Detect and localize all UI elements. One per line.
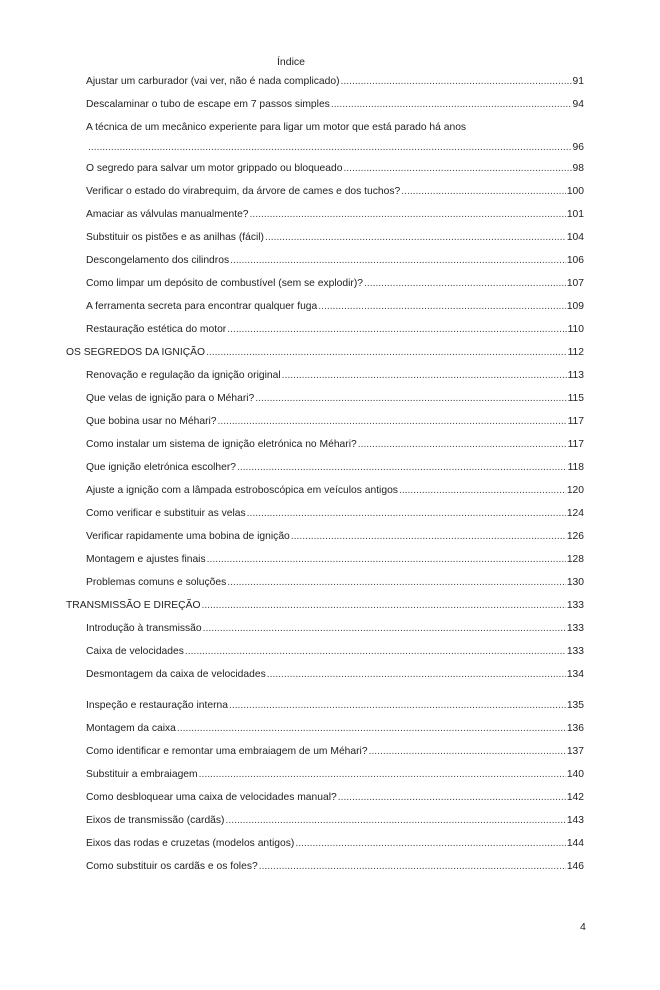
- toc-entry[interactable]: [66, 272, 584, 295]
- toc-entry-page: 120: [566, 485, 584, 496]
- toc-dot-leader: [185, 640, 566, 663]
- toc-entry-title: Introdução à transmissão: [86, 623, 202, 634]
- toc-entry[interactable]: [66, 70, 584, 93]
- toc-entry[interactable]: [66, 663, 584, 686]
- toc-entry-page: 104: [566, 232, 584, 243]
- toc-entry[interactable]: [66, 249, 584, 272]
- toc-entry[interactable]: [66, 226, 584, 249]
- toc-entry[interactable]: [66, 479, 584, 502]
- toc-entry-page: 98: [572, 163, 584, 174]
- toc-entry[interactable]: [66, 93, 584, 116]
- toc-entry-title: Amaciar as válvulas manualmente?: [86, 209, 249, 220]
- toc-dot-leader: [358, 433, 567, 456]
- toc-entry[interactable]: [66, 786, 584, 809]
- toc-entry-page: 113: [567, 370, 584, 381]
- toc-entry[interactable]: [66, 640, 584, 663]
- toc-dot-leader: [343, 157, 571, 180]
- toc-entry-page: 146: [566, 861, 584, 872]
- toc-entry[interactable]: [66, 763, 584, 786]
- toc-entry-title: Como verificar e substituir as velas: [86, 508, 246, 519]
- toc-entry-title: Substituir a embraiagem: [86, 769, 198, 780]
- toc-entry[interactable]: [66, 740, 584, 763]
- toc-entry-page: 135: [566, 700, 584, 711]
- toc-entry-page: 128: [566, 554, 584, 565]
- toc-entry-title: Que bobina usar no Méhari?: [86, 416, 217, 427]
- toc-entry-page: 134: [566, 669, 584, 680]
- toc-entry-title: Que ignição eletrónica escolher?: [86, 462, 236, 473]
- toc-entry[interactable]: [66, 502, 584, 525]
- toc-dot-leader: [203, 617, 566, 640]
- toc-entry-page: 109: [566, 301, 584, 312]
- toc-dot-leader: [230, 249, 566, 272]
- toc-entry-title: Descalaminar o tubo de escape em 7 passos simples: [86, 99, 330, 110]
- toc-dot-leader: [259, 855, 566, 878]
- index-title: Índice: [276, 56, 306, 68]
- page-number: 4: [580, 921, 586, 933]
- toc-entry-page: 101: [566, 209, 584, 220]
- toc-entry-title: Ajuste a ignição com a lâmpada estroboscópica em veículos antigos: [86, 485, 398, 496]
- toc-entry-page: 133: [566, 600, 584, 611]
- toc-entry-title: Eixos de transmissão (cardãs): [86, 815, 225, 826]
- toc-dot-leader: [318, 295, 566, 318]
- toc-dot-leader: [218, 410, 567, 433]
- toc-entry-title: Descongelamento dos cilindros: [86, 255, 230, 266]
- toc-dot-leader: [237, 456, 567, 479]
- toc-entry[interactable]: [66, 571, 584, 594]
- toc-dot-leader: [199, 763, 566, 786]
- toc-entry-title: Substituir os pistões e as anilhas (fácil): [86, 232, 264, 243]
- toc-dot-leader: [255, 387, 566, 410]
- toc-entry-page: 112: [567, 347, 584, 358]
- toc-dot-leader: [291, 525, 566, 548]
- toc-entry-title: Verificar o estado do virabrequim, da árvore de cames e dos tuchos?: [86, 186, 401, 197]
- toc-entry-page: 118: [567, 462, 584, 473]
- toc-entry[interactable]: [66, 410, 584, 433]
- toc-entry-page: 110: [567, 324, 584, 335]
- toc-dot-leader: [177, 717, 566, 740]
- toc-entry[interactable]: [66, 180, 584, 203]
- toc-dot-leader: [206, 341, 567, 364]
- toc-entry-page: 107: [566, 278, 584, 289]
- toc-entry-title: Desmontagem da caixa de velocidades: [86, 669, 266, 680]
- toc-entry[interactable]: [66, 318, 584, 341]
- toc-entry-title: Caixa de velocidades: [86, 646, 184, 657]
- toc-dot-leader: [88, 139, 572, 157]
- toc-dot-leader: [229, 694, 566, 717]
- toc-entry-page: 106: [566, 255, 584, 266]
- toc-dot-leader: [226, 809, 566, 832]
- toc-entry-title: Montagem e ajustes finais: [86, 554, 206, 565]
- toc-entry-page: 124: [566, 508, 584, 519]
- toc-entry-title: A técnica de um mecânico experiente para ligar um motor que está parado há anos: [86, 122, 467, 133]
- toc-entry-page: 140: [566, 769, 584, 780]
- toc-entry[interactable]: [66, 717, 584, 740]
- toc-dot-leader: [265, 226, 566, 249]
- toc-entry-page: 130: [566, 577, 584, 588]
- toc-entry[interactable]: [66, 525, 584, 548]
- toc-dot-leader: [399, 479, 566, 502]
- toc-entry-title: Restauração estética do motor: [86, 324, 227, 335]
- toc-dot-leader: [227, 571, 566, 594]
- toc-entry-page: 94: [572, 99, 584, 110]
- toc-entry-title: Ajustar um carburador (vai ver, não é nada complicado): [86, 76, 340, 87]
- toc-entry-page: 115: [567, 393, 584, 404]
- toc-entry-title: Renovação e regulação da ignição original: [86, 370, 281, 381]
- toc-entry[interactable]: [66, 364, 584, 387]
- toc-entry-page: 142: [566, 792, 584, 803]
- toc-entry-title: O segredo para salvar um motor grippado ou bloqueado: [86, 163, 343, 174]
- toc-section-entry[interactable]: [66, 341, 584, 364]
- toc-entry-title: Que velas de ignição para o Méhari?: [86, 393, 255, 404]
- table-of-contents: [66, 70, 584, 878]
- toc-entry-title: Verificar rapidamente uma bobina de ignição: [86, 531, 290, 542]
- toc-entry-title: A ferramenta secreta para encontrar qualquer fuga: [86, 301, 318, 312]
- toc-dot-leader: [227, 318, 566, 341]
- toc-entry-page: 136: [566, 723, 584, 734]
- toc-entry-page: 133: [566, 623, 584, 634]
- toc-entry[interactable]: [66, 809, 584, 832]
- toc-dot-leader: [369, 740, 566, 763]
- toc-entry-page: 91: [572, 76, 584, 87]
- toc-dot-leader: [267, 663, 566, 686]
- toc-entry[interactable]: [66, 855, 584, 878]
- toc-entry[interactable]: [66, 433, 584, 456]
- toc-entry-title: Eixos das rodas e cruzetas (modelos antigos): [86, 838, 295, 849]
- toc-entry-title: Inspeção e restauração interna: [86, 700, 228, 711]
- toc-dot-leader: [341, 70, 572, 93]
- toc-entry-title: Como substituir os cardãs e os foles?: [86, 861, 258, 872]
- toc-dot-leader: [250, 203, 566, 226]
- toc-entry-title: OS SEGREDOS DA IGNIÇÃO: [66, 347, 206, 358]
- toc-entry[interactable]: [66, 157, 584, 180]
- toc-dot-leader: [401, 180, 566, 203]
- toc-entry-title: Problemas comuns e soluções: [86, 577, 227, 588]
- toc-entry[interactable]: [66, 295, 584, 318]
- toc-dot-leader: [282, 364, 567, 387]
- toc-entry[interactable]: [66, 694, 584, 717]
- toc-entry[interactable]: [66, 387, 584, 410]
- toc-entry-title: TRANSMISSÃO E DIREÇÃO: [66, 600, 201, 611]
- toc-dot-leader: [331, 93, 572, 116]
- toc-dot-leader: [364, 272, 566, 295]
- toc-dot-leader: [247, 502, 566, 525]
- toc-entry-title: Como limpar um depósito de combustível (sem se explodir)?: [86, 278, 363, 289]
- toc-entry-page: 117: [567, 439, 584, 450]
- toc-entry-page: 144: [566, 838, 584, 849]
- toc-entry-page: 133: [566, 646, 584, 657]
- toc-dot-leader: [338, 786, 566, 809]
- toc-dot-leader: [207, 548, 566, 571]
- toc-entry[interactable]: [66, 617, 584, 640]
- toc-entry-title: Como identificar e remontar uma embraiagem de um Méhari?: [86, 746, 368, 757]
- toc-entry[interactable]: [66, 456, 584, 479]
- toc-entry-page: 126: [566, 531, 584, 542]
- toc-entry-page: 100: [566, 186, 584, 197]
- toc-entry-page: 117: [567, 416, 584, 427]
- toc-entry-page: 143: [566, 815, 584, 826]
- toc-entry-page: 137: [566, 746, 584, 757]
- toc-entry[interactable]: [66, 832, 584, 855]
- toc-dot-leader: [295, 832, 565, 855]
- toc-entry-page: 96: [572, 142, 584, 153]
- toc-dot-leader: [201, 594, 565, 617]
- toc-entry-title: Como desbloquear uma caixa de velocidades manual?: [86, 792, 337, 803]
- toc-entry[interactable]: [66, 548, 584, 571]
- toc-section-entry[interactable]: [66, 594, 584, 617]
- toc-entry-title: Como instalar um sistema de ignição eletrónica no Méhari?: [86, 439, 357, 450]
- toc-entry-title: Montagem da caixa: [86, 723, 176, 734]
- toc-entry[interactable]: [66, 116, 584, 157]
- toc-entry[interactable]: [66, 203, 584, 226]
